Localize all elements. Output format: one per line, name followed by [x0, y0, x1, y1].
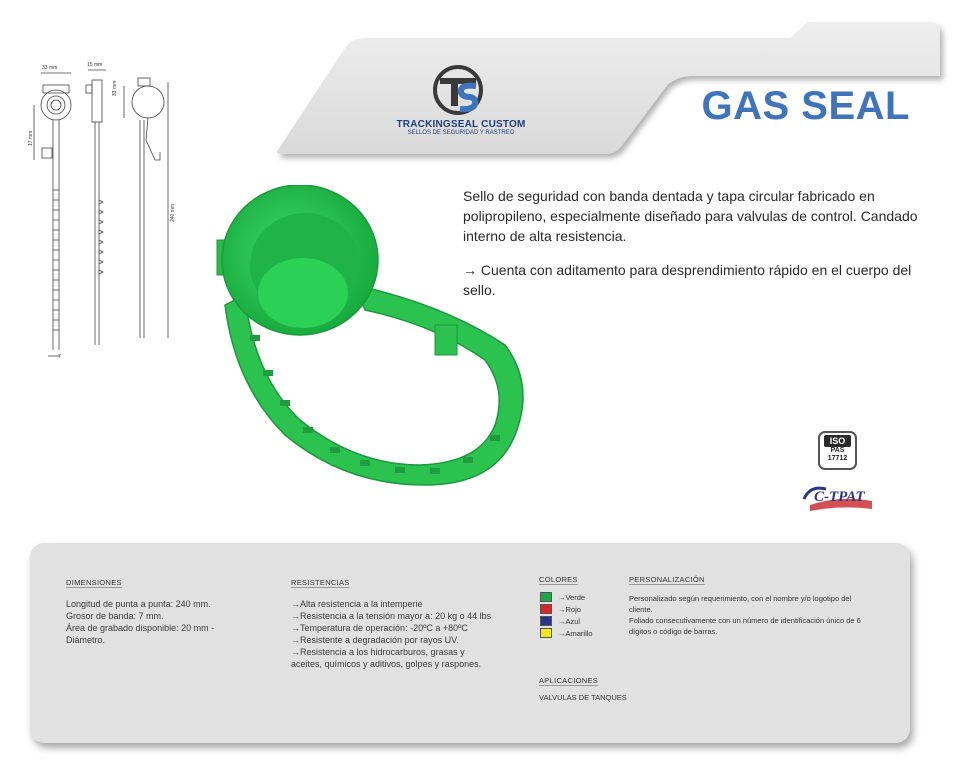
color-swatch-azul [540, 616, 552, 626]
colores-title: COLORES [539, 575, 578, 584]
dimensiones-line: Longitud de punta a punta: 240 mm. [66, 599, 211, 609]
description-paragraph-2: → Cuenta con aditamento para desprendimiento rápido en el cuerpo del sello. [463, 262, 912, 298]
dim-width-side: 15 mm [87, 62, 103, 68]
aplicaciones-title: APLICACIONES [539, 676, 599, 685]
color-swatch-verde [540, 592, 552, 602]
iso-label: ISO [824, 435, 851, 447]
brand-tagline: SELLOS DE SEGURIDAD Y RASTREO [407, 130, 515, 136]
dimensiones-line: Área de grabado disponible: 20 mm - [66, 623, 215, 633]
brand-name: TRACKINGSEAL CUSTOM [396, 119, 526, 130]
resistencias-line: →Resistencia a los hidrocarburos, grasas y [291, 647, 465, 657]
color-item-azul [540, 615, 593, 627]
resistencias-line: →Alta resistencia a la intemperie [291, 599, 423, 609]
description-paragraph-1: Sello de seguridad con banda dentada y tapa circular fabricado en polipropileno, especialmente diseñado para valvulas de control. Candado interno de alta resistencia. [463, 188, 918, 244]
dimensiones-body [66, 598, 256, 646]
trackingseal-logo [430, 64, 486, 116]
dimensiones-line: Diámetro. [66, 635, 106, 645]
personalizacion-line: Personalizado según requerimiento, con el nombre y/o logotipo del [629, 594, 852, 603]
color-swatch-rojo [540, 604, 552, 614]
personalizacion-line: dígitos o código de barras. [629, 627, 718, 636]
resistencias-line: →Resistencia a la tensión mayor a: 20 kg o 44 lbs [291, 611, 492, 621]
personalizacion-title: PERSONALIZACIÓN [629, 575, 705, 584]
dimensiones-title: DIMENSIONES [66, 578, 122, 587]
iso-pas-17712-badge [818, 431, 857, 470]
resistencias-line: aceites, químicos y aditivos, golpes y raspones. [291, 659, 482, 669]
iso-number: 17712 [827, 455, 848, 462]
color-item-verde [540, 591, 593, 603]
ctpat-text: C-TPAT [814, 489, 865, 505]
resistencias-line: →Temperatura de operación: -20ºC a +80ºC [291, 623, 468, 633]
dimensiones-line: Grosor de banda: 7 mm. [66, 611, 164, 621]
pas-label: PAS [830, 447, 845, 454]
ctpat-logo [800, 483, 875, 515]
colores-list [540, 591, 593, 639]
personalizacion-body [629, 593, 899, 637]
dim-left: 17 mm [28, 130, 34, 146]
resistencias-title: RESISTENCIAS [291, 578, 350, 587]
color-label: →Amarillo [558, 628, 593, 638]
personalizacion-line: cliente. [629, 605, 653, 614]
dim-length: 240 mm [170, 203, 176, 222]
color-item-rojo [540, 603, 593, 615]
resistencias-body [291, 598, 521, 670]
dim-band: 7 [58, 354, 61, 360]
color-swatch-amarillo [540, 628, 552, 638]
color-label: →Rojo [558, 604, 581, 614]
product-description [463, 186, 923, 314]
resistencias-line: →Resistente a degradación por rayos UV. [291, 635, 459, 645]
dim-height-cap: 33 mm [112, 80, 118, 96]
aplicaciones-value: VALVULAS DE TANQUES [539, 693, 627, 702]
product-title: GAS SEAL [701, 84, 910, 128]
color-item-amarillo [540, 627, 593, 639]
color-label: →Azul [558, 616, 581, 626]
dim-width-front: 33 mm [42, 65, 58, 71]
color-label: →Verde [558, 592, 586, 602]
personalizacion-line: Foliado consecutivamente con un número de identificación único de 6 [629, 616, 861, 625]
